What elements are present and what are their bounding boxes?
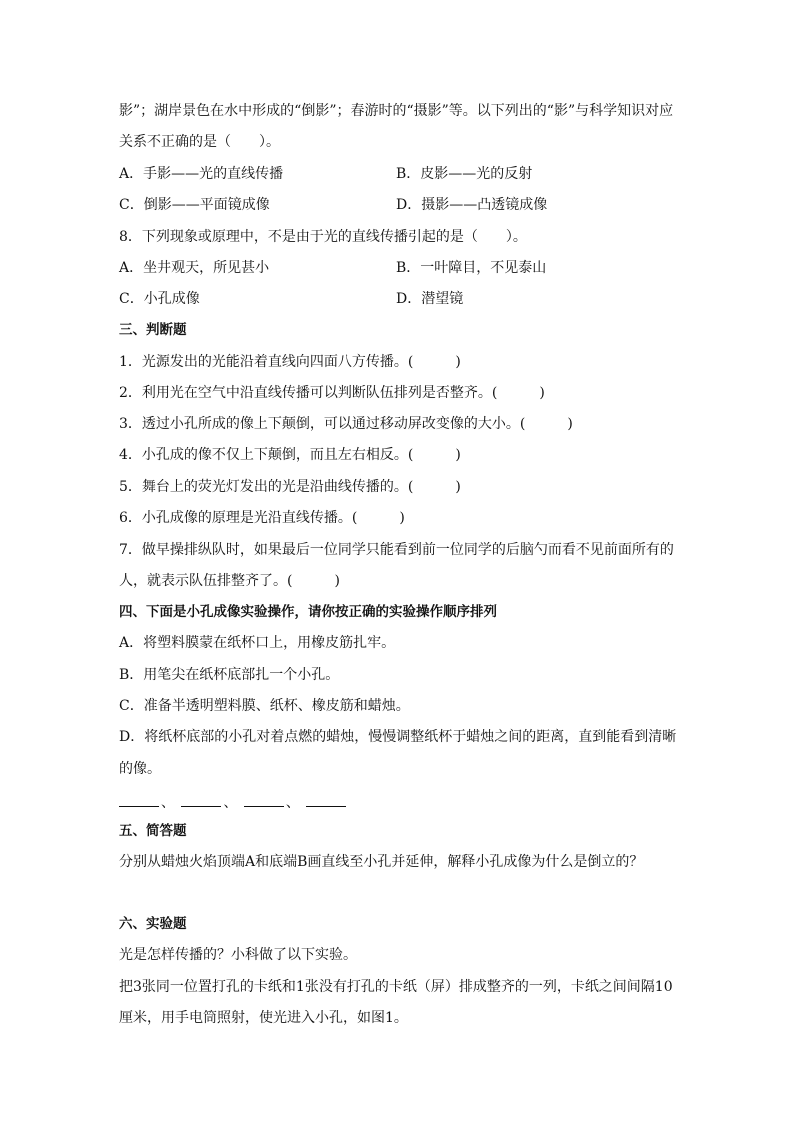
step-c: C．准备半透明塑料膜、纸杯、橡皮筋和蜡烛。	[119, 698, 410, 714]
q8-option-d: D．潜望镜	[396, 291, 464, 307]
experiment-line-1: 光是怎样传播的？小科做了以下实验。	[119, 947, 357, 963]
judge-item-6: 6．小孔成像的原理是光沿直线传播。( )	[119, 510, 405, 526]
step-d-line-1: D．将纸杯底部的小孔对着点燃的蜡烛，慢慢调整纸杯于蜡烛之间的距离，直到能看到清晰	[119, 729, 677, 745]
answer-blank-2[interactable]	[181, 792, 221, 807]
blank-separator: 、	[223, 795, 238, 811]
judge-item-7-line-1: 7．做早操排纵队时，如果最后一位同学只能看到前一位同学的后脑勺而看不见前面所有的	[119, 542, 674, 558]
step-a: A．将塑料膜蒙在纸杯口上，用橡皮筋扎牢。	[119, 635, 396, 651]
judge-item-2: 2．利用光在空气中沿直线传播可以判断队伍排列是否整齐。( )	[119, 385, 545, 401]
short-answer-question: 分别从蜡烛火焰顶端A和底端B画直线至小孔并延伸，解释小孔成像为什么是倒立的？	[119, 854, 644, 870]
experiment-line-2: 把3张同一位置打孔的卡纸和1张没有打孔的卡纸（屏）排成整齐的一列，卡纸之间间隔10	[119, 979, 673, 995]
experiment-line-3: 厘米，用手电筒照射，使光进入小孔，如图1。	[119, 1010, 408, 1026]
section-5-title: 五、简答题	[119, 823, 187, 839]
q7-text-line-1: 影”；湖岸景色在水中形成的“倒影”；春游时的“摄影”等。以下列出的“影”与科学知识对应	[119, 103, 674, 119]
section-4-title: 四、下面是小孔成像实验操作，请你按正确的实验操作顺序排列	[119, 604, 497, 620]
q8-option-c: C．小孔成像	[119, 291, 200, 307]
answer-blank-4[interactable]	[306, 792, 346, 807]
judge-item-5: 5．舞台上的荧光灯发出的光是沿曲线传播的。( )	[119, 479, 461, 495]
judge-item-1: 1．光源发出的光能沿着直线向四面八方传播。( )	[119, 354, 461, 370]
judge-item-7-line-2: 人，就表示队伍排整齐了。( )	[119, 573, 340, 589]
q7-option-a: A．手影——光的直线传播	[119, 166, 284, 182]
step-b: B．用笔尖在纸杯底部扎一个小孔。	[119, 667, 340, 683]
section-3-title: 三、判断题	[119, 322, 187, 338]
blank-separator: 、	[285, 795, 300, 811]
q7-option-b: B．皮影——光的反射	[396, 166, 533, 182]
q7-text-line-2: 关系不正确的是（ ）。	[119, 134, 280, 150]
step-d-line-2: 的像。	[119, 761, 161, 777]
section-6-title: 六、实验题	[119, 916, 187, 932]
q8-option-a: A．坐井观天，所见甚小	[119, 260, 270, 276]
q8-stem: 8．下列现象或原理中，不是由于光的直线传播引起的是（ ）。	[119, 229, 527, 245]
answer-blank-3[interactable]	[244, 792, 284, 807]
q8-option-b: B．一叶障目，不见泰山	[396, 260, 547, 276]
order-answer-blanks	[119, 792, 346, 813]
blank-separator: 、	[161, 795, 175, 811]
answer-blank-1[interactable]	[119, 792, 159, 807]
judge-item-4: 4．小孔成的像不仅上下颠倒，而且左右相反。( )	[119, 447, 461, 463]
judge-item-3: 3．透过小孔所成的像上下颠倒，可以通过移动屏改变像的大小。( )	[119, 416, 573, 432]
q7-option-d: D．摄影——凸透镜成像	[396, 197, 548, 213]
q7-option-c: C．倒影——平面镜成像	[119, 197, 270, 213]
